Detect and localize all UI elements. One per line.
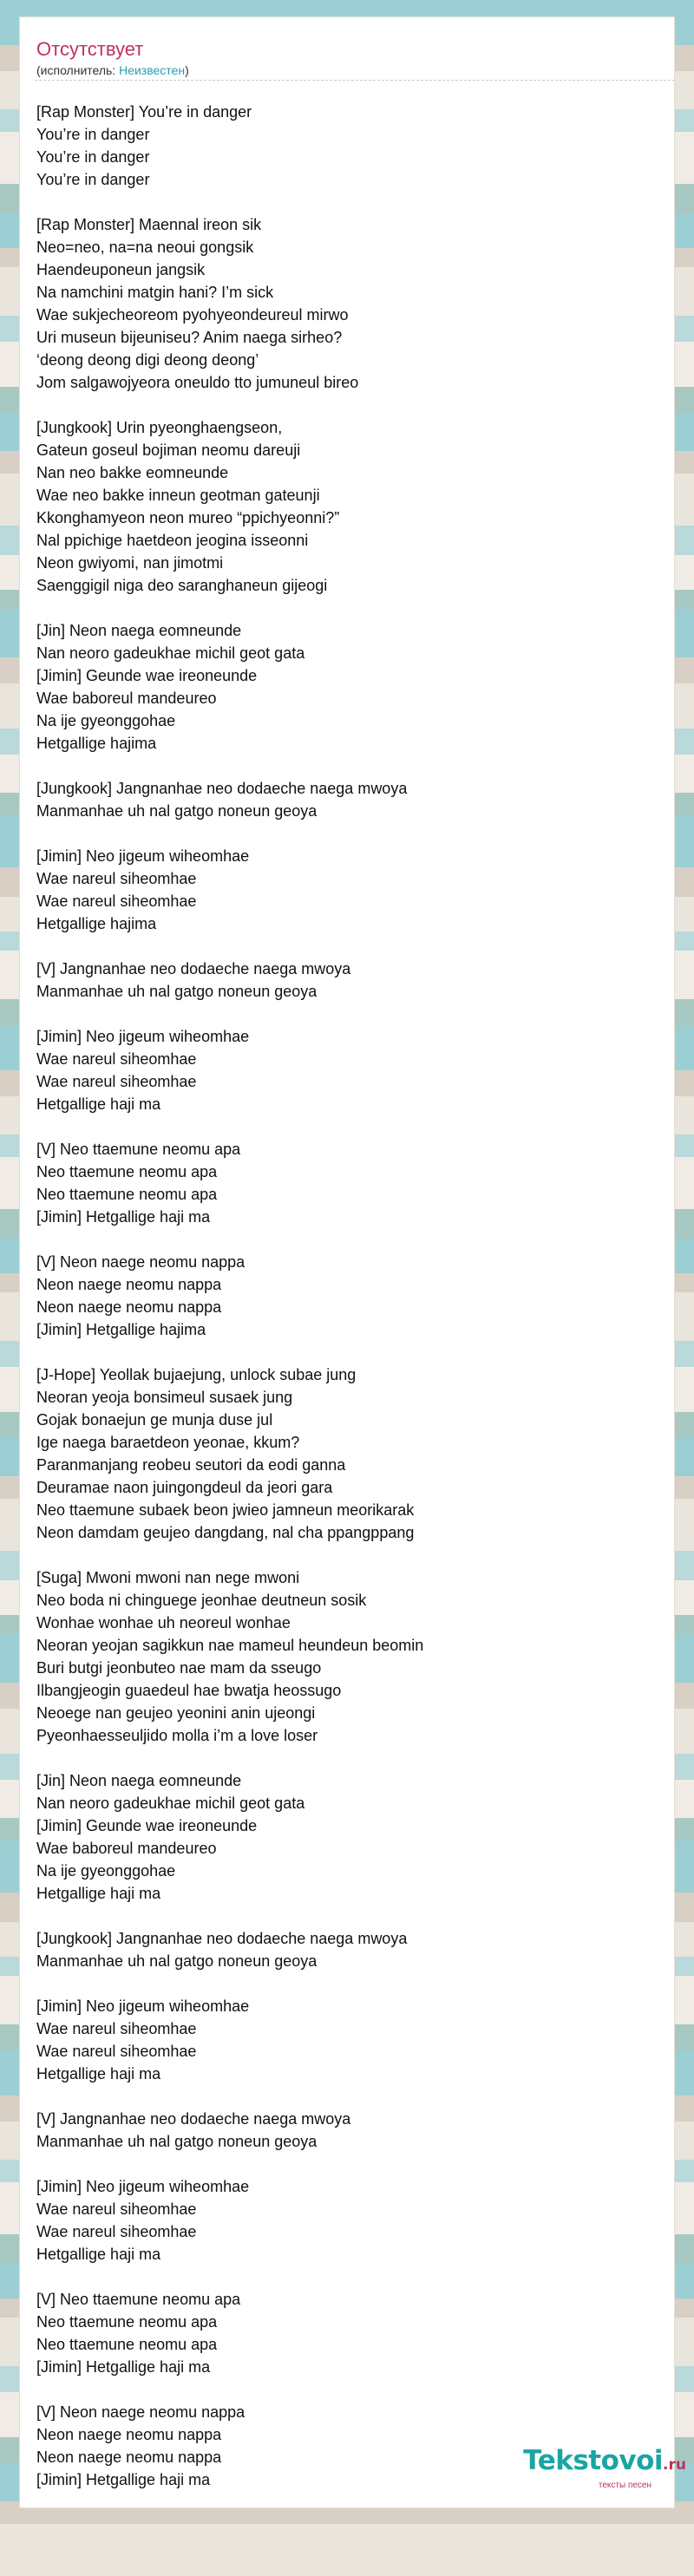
lyric-line: Wae nareul siheomhae — [36, 1073, 197, 1090]
lyric-line: Neon naege neomu nappa — [36, 1276, 222, 1293]
lyric-line: [V] Jangnanhae neo dodaeche naega mwoya — [36, 960, 351, 977]
lyric-line — [36, 1003, 661, 1025]
lyric-line: Ilbangjeogin guaedeul hae bwatja heossugo — [36, 1682, 342, 1699]
lyric-line — [36, 822, 661, 845]
lyric-line: Wae nareul siheomhae — [36, 1050, 197, 1068]
lyric-line: Na namchini matgin hani? I’m sick — [36, 284, 274, 301]
lyric-line: Na ije gyeonggohae — [36, 712, 176, 729]
lyric-line: [Suga] Mwoni mwoni nan nege mwoni — [36, 1569, 300, 1586]
lyric-line: You’re in danger — [36, 126, 150, 143]
lyric-line: [Rap Monster] Maennal ireon sik — [36, 216, 262, 233]
lyric-line: Neo ttaemune neomu apa — [36, 1163, 218, 1180]
artist-prefix: (исполнитель: — [36, 63, 120, 77]
lyric-line: [Jin] Neon naega eomneunde — [36, 622, 242, 639]
lyric-line: [Jungkook] Urin pyeonghaengseon, — [36, 419, 283, 436]
lyric-line — [36, 935, 661, 958]
lyric-line: ‘deong deong digi deong deong’ — [36, 351, 259, 369]
background-stripe — [0, 2524, 694, 2576]
lyric-line — [36, 1544, 661, 1566]
lyric-line — [36, 2265, 661, 2288]
lyric-line: Hetgallige hajima — [36, 735, 157, 752]
lyric-line: [V] Neon naege neomu nappa — [36, 2403, 246, 2421]
lyric-line — [36, 1747, 661, 1769]
lyric-line: Ige naega baraetdeon yeonae, kkum? — [36, 1434, 300, 1451]
lyric-line: Na ije gyeonggohae — [36, 1862, 176, 1880]
lyrics-text — [36, 101, 664, 2491]
lyric-line: Wae baboreul mandeureo — [36, 1840, 217, 1857]
lyric-line — [36, 755, 661, 777]
lyric-line: Wae nareul siheomhae — [36, 870, 197, 887]
lyric-line: [J-Hope] Yeollak bujaejung, unlock subae jung — [36, 1366, 357, 1383]
lyric-line: Wae nareul siheomhae — [36, 2020, 197, 2037]
lyric-line: Gateun goseul bojiman neomu dareuji — [36, 441, 301, 459]
brand-logo[interactable] — [523, 2445, 686, 2491]
lyric-line: Manmanhae uh nal gatgo noneun geoya — [36, 802, 318, 820]
lyric-line: Neoran yeoja bonsimeul susaek jung — [36, 1389, 293, 1406]
lyric-line — [36, 1228, 661, 1251]
lyric-line: [Jimin] Geunde wae ireoneunde — [36, 667, 258, 684]
lyric-line: Kkonghamyeon neon mureo “ppichyeonni?” — [36, 509, 340, 526]
lyric-line: [V] Neon naege neomu nappa — [36, 1253, 246, 1271]
lyric-line: [V] Neo ttaemune neomu apa — [36, 1141, 241, 1158]
lyric-line: Pyeonhaesseuljido molla i’m a love loser — [36, 1727, 318, 1744]
lyric-line — [36, 394, 661, 416]
lyric-line: Manmanhae uh nal gatgo noneun geoya — [36, 2133, 318, 2150]
lyric-line — [36, 1972, 661, 1995]
lyric-line — [36, 597, 661, 619]
lyric-line: Wae sukjecheoreom pyohyeondeureul mirwo — [36, 306, 349, 324]
lyric-line: [Jimin] Hetgallige haji ma — [36, 1208, 211, 1226]
lyric-line: [Jimin] Geunde wae ireoneunde — [36, 1817, 258, 1834]
lyric-line: Hetgallige haji ma — [36, 2065, 161, 2082]
lyric-line — [36, 2378, 661, 2401]
lyric-line: Manmanhae uh nal gatgo noneun geoya — [36, 983, 318, 1000]
lyric-line: Manmanhae uh nal gatgo noneun geoya — [36, 1952, 318, 1970]
lyric-line: [Jimin] Neo jigeum wiheomhae — [36, 1028, 250, 1045]
lyric-line: [Jimin] Hetgallige haji ma — [36, 2358, 211, 2376]
lyric-line: [Jimin] Hetgallige haji ma — [36, 2471, 211, 2488]
lyric-line: Neo ttaemune neomu apa — [36, 1186, 218, 1203]
header-divider — [35, 80, 675, 81]
lyric-line: [V] Jangnanhae neo dodaeche naega mwoya — [36, 2110, 351, 2128]
lyric-line: Gojak bonaejun ge munja duse jul — [36, 1411, 273, 1429]
lyric-line: Neon damdam geujeo dangdang, nal cha ppangppang — [36, 1524, 415, 1541]
lyric-line — [36, 2153, 661, 2175]
artist-suffix: ) — [185, 63, 189, 77]
lyric-line: Neon naege neomu nappa — [36, 2449, 222, 2466]
lyric-line: Neon naege neomu nappa — [36, 1298, 222, 1316]
lyric-line: Wae neo bakke inneun geotman gateunji — [36, 487, 320, 504]
lyric-line: Wonhae wonhae uh neoreul wonhae — [36, 1614, 291, 1631]
lyric-line: Hetgallige haji ma — [36, 1885, 161, 1902]
lyric-line: Paranmanjang reobeu seutori da eodi ganna — [36, 1456, 346, 1474]
lyric-line: Neo=neo, na=na neoui gongsik — [36, 239, 254, 256]
lyric-line — [36, 1341, 661, 1363]
lyric-line: Jom salgawojyeora oneuldo tto jumuneul bireo — [36, 374, 359, 391]
lyric-line: Neon gwiyomi, nan jimotmi — [36, 554, 224, 572]
lyric-line: Wae nareul siheomhae — [36, 892, 197, 910]
song-title: Отсутствует — [36, 38, 144, 60]
brand-name-main: Tekstovoi — [523, 2445, 664, 2476]
lyric-line: [Jimin] Neo jigeum wiheomhae — [36, 847, 250, 865]
lyric-line — [36, 191, 661, 213]
brand-tld: .ru — [663, 2456, 686, 2474]
lyric-line: Neo ttaemune neomu apa — [36, 2336, 218, 2353]
lyric-line: Wae nareul siheomhae — [36, 2223, 197, 2240]
lyric-line: Nan neoro gadeukhae michil geot gata — [36, 644, 305, 662]
lyric-line: Saenggigil niga deo saranghaneun gijeogi — [36, 577, 328, 594]
lyric-line: Deuramae naon juingongdeul da jeori gara — [36, 1479, 333, 1496]
lyric-line: Neo ttaemune neomu apa — [36, 2313, 218, 2331]
lyric-line: Wae baboreul mandeureo — [36, 690, 217, 707]
lyric-line — [36, 2085, 661, 2108]
lyric-line: [V] Neo ttaemune neomu apa — [36, 2291, 241, 2308]
lyric-line: [Rap Monster] You’re in danger — [36, 103, 252, 121]
lyric-line: Neoran yeojan sagikkun nae mameul heundeun beomin — [36, 1637, 424, 1654]
lyric-line: Nal ppichige haetdeon jeogina isseonni — [36, 532, 309, 549]
lyric-line: [Jungkook] Jangnanhae neo dodaeche naega mwoya — [36, 780, 408, 797]
lyric-line: Neo boda ni chinguege jeonhae deutneun sosik — [36, 1592, 367, 1609]
lyric-line: Neoege nan geujeo yeonini anin ujeongi — [36, 1704, 316, 1722]
lyric-line: You’re in danger — [36, 148, 150, 166]
lyric-line: Neo ttaemune subaek beon jwieo jamneun meorikarak — [36, 1501, 415, 1519]
lyric-line: Buri butgi jeonbuteo nae mam da sseugo — [36, 1659, 322, 1677]
lyric-line: Hetgallige haji ma — [36, 1095, 161, 1113]
lyric-line: Neon naege neomu nappa — [36, 2426, 222, 2443]
lyrics-card — [19, 16, 675, 2508]
lyric-line: Uri museun bijeuniseu? Anim naega sirheo? — [36, 329, 343, 346]
lyric-line — [36, 1115, 661, 1138]
lyric-line: Nan neoro gadeukhae michil geot gata — [36, 1795, 305, 1812]
lyric-line: Nan neo bakke eomneunde — [36, 464, 229, 481]
artist-link[interactable]: Неизвестен — [119, 63, 186, 77]
lyric-line — [36, 1905, 661, 1927]
lyric-line: [Jimin] Neo jigeum wiheomhae — [36, 1997, 250, 2015]
lyric-line: Wae nareul siheomhae — [36, 2200, 197, 2218]
lyric-line: Haendeuponeun jangsik — [36, 261, 206, 278]
brand-tagline: тексты песен — [598, 2481, 651, 2490]
lyric-line: Hetgallige haji ma — [36, 2246, 161, 2263]
brand-name — [523, 2445, 686, 2481]
lyric-line: [Jin] Neon naega eomneunde — [36, 1772, 242, 1789]
lyric-line: Wae nareul siheomhae — [36, 2043, 197, 2060]
lyric-line: [Jungkook] Jangnanhae neo dodaeche naega mwoya — [36, 1930, 408, 1947]
lyric-line: You’re in danger — [36, 171, 150, 188]
lyric-line: [Jimin] Neo jigeum wiheomhae — [36, 2178, 250, 2195]
lyric-line: Hetgallige hajima — [36, 915, 157, 932]
lyric-line: [Jimin] Hetgallige hajima — [36, 1321, 206, 1338]
artist-line — [36, 63, 189, 78]
